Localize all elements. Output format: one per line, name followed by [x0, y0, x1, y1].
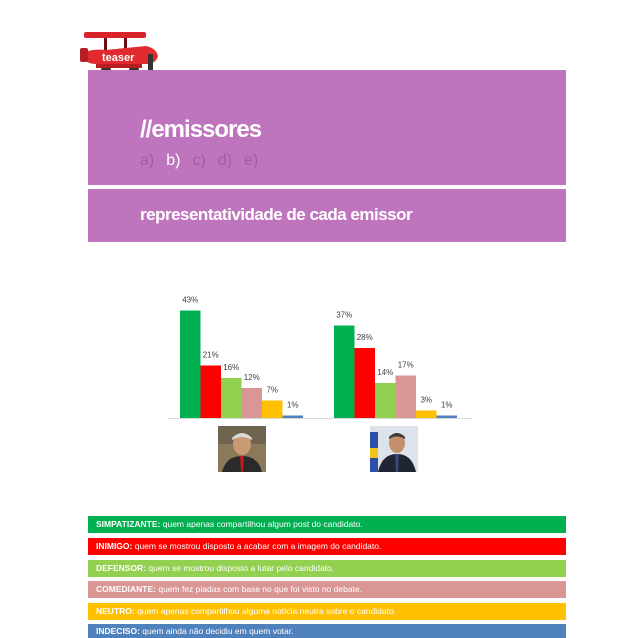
- label-defensor-2: 14%: [377, 368, 394, 377]
- option-list: [140, 152, 258, 170]
- legend-indeciso: INDECISO: quem ainda não decidiu em quem votar.: [88, 624, 566, 638]
- option-e[interactable]: e): [244, 152, 259, 169]
- candidate-1-photo: [218, 426, 266, 472]
- bar-defensor-1: [221, 378, 242, 418]
- bar-neutro-1: [262, 401, 283, 419]
- label-indeciso-1: 1%: [286, 400, 299, 410]
- bar-indeciso-2: [437, 416, 458, 419]
- label-simpatizante-2: 37%: [336, 310, 353, 320]
- bar-chart: [160, 275, 480, 435]
- candidate-2-photo: [370, 426, 418, 472]
- legend-inimigo: INIMIGO: quem se mostrou disposto a acabar com a imagem do candidato.: [88, 538, 566, 555]
- label-simpatizante-1: 43%: [182, 295, 199, 305]
- option-a[interactable]: a): [140, 152, 155, 169]
- label-indeciso-2: 1%: [440, 400, 453, 410]
- bar-indeciso-1: [283, 416, 304, 419]
- label-comediante-1: 12%: [243, 373, 260, 382]
- bar-defensor-2: [375, 383, 396, 418]
- legend-defensor: DEFENSOR: quem se mostrou disposto a lutar pelo candidato.: [88, 560, 566, 577]
- chart-subtitle: representatividade de cada emissor: [140, 205, 413, 224]
- label-comediante-2: 17%: [397, 360, 414, 370]
- bar-simpatizante-1: [180, 311, 201, 419]
- label-neutro-1: 7%: [266, 385, 279, 395]
- label-neutro-2: 3%: [420, 395, 433, 405]
- option-c[interactable]: c): [192, 152, 206, 169]
- bar-neutro-2: [416, 411, 437, 419]
- bar-inimigo-2: [355, 348, 376, 418]
- bar-simpatizante-2: [334, 326, 355, 419]
- label-inimigo-1: 21%: [202, 350, 219, 360]
- legend-comediante: COMEDIANTE: quem fez piadas com base no que foi visto no debate.: [88, 581, 566, 598]
- bar-comediante-1: [242, 388, 263, 418]
- bar-inimigo-1: [201, 366, 222, 419]
- option-d[interactable]: d): [217, 152, 233, 169]
- svg-text:teaser: teaser: [102, 52, 135, 64]
- bar-comediante-2: [396, 376, 417, 419]
- header-divider: [88, 185, 566, 189]
- section-title: //emissores: [140, 116, 262, 143]
- legend-simpatizante: SIMPATIZANTE: quem apenas compartilhou algum post do candidato.: [88, 516, 566, 533]
- label-inimigo-2: 28%: [356, 333, 373, 342]
- legend-neutro: NEUTRO: quem apenas compartilhou alguma notícia neutra sobre o candidato.: [88, 603, 566, 620]
- option-b[interactable]: b): [166, 152, 181, 169]
- label-defensor-1: 16%: [223, 363, 240, 372]
